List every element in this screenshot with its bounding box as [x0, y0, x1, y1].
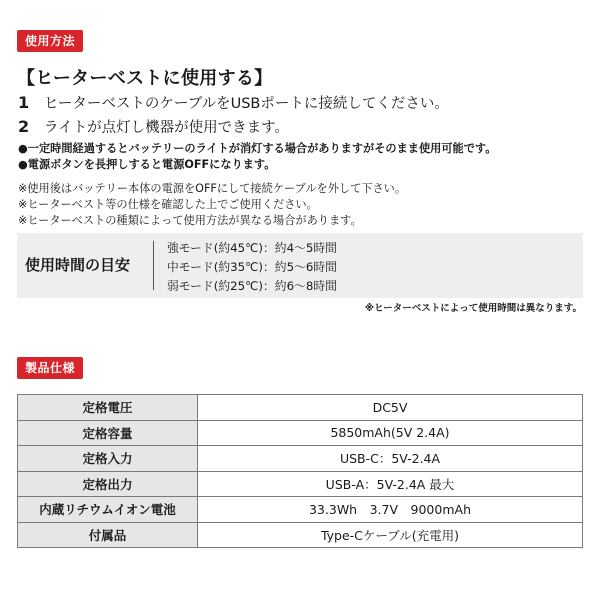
- table-row: [18, 395, 583, 421]
- spec-value: 5850mAh(5V 2.4A): [198, 420, 583, 446]
- table-row: [18, 420, 583, 446]
- step-number: 2: [18, 117, 30, 136]
- bullet-note: ●電源ボタンを長押しすると電源OFFになります。: [18, 158, 276, 171]
- table-row: [18, 497, 583, 523]
- spec-key: 定格出力: [18, 471, 198, 497]
- spec-value: Type-Cケーブル(充電用): [198, 522, 583, 548]
- step-number: 1: [18, 93, 30, 112]
- step-2: [18, 116, 289, 137]
- spec-value: USB-A：5V-2.4A 最大: [198, 471, 583, 497]
- step-1: [18, 92, 449, 113]
- usage-heading: 【ヒーターベストに使用する】: [17, 68, 273, 89]
- usage-time-mode: 弱モード(約25℃)：約6～8時間: [167, 279, 337, 293]
- bullet-note: ●一定時間経過するとバッテリーのライトが消灯する場合がありますがそのまま使用可能です。: [18, 142, 497, 155]
- spec-key: 付属品: [18, 522, 198, 548]
- spec-key: 定格電圧: [18, 395, 198, 421]
- spec-key: 定格入力: [18, 446, 198, 472]
- spec-key: 内蔵リチウムイオン電池: [18, 497, 198, 523]
- table-row: [18, 471, 583, 497]
- spec-value: 33.3Wh 3.7V 9000mAh: [198, 497, 583, 523]
- spec-value: USB-C：5V-2.4A: [198, 446, 583, 472]
- usage-time-mode: 中モード(約35℃)：約5～6時間: [167, 260, 337, 274]
- caution-note: ※使用後はバッテリー本体の電源をOFFにして接続ケーブルを外して下さい。: [18, 182, 407, 195]
- usage-section-badge: 使用方法: [17, 30, 83, 52]
- usage-time-footnote: ※ヒーターベストによって使用時間は異なります。: [364, 303, 582, 314]
- step-text: ヒーターベストのケーブルをUSBポートに接続してください。: [44, 96, 449, 112]
- spec-section-badge: 製品仕様: [17, 357, 83, 379]
- spec-key: 定格容量: [18, 420, 198, 446]
- usage-time-divider: [153, 241, 154, 290]
- usage-time-label: 使用時間の目安: [25, 256, 131, 274]
- table-row: [18, 522, 583, 548]
- caution-note: ※ヒーターベスト等の仕様を確認した上でご使用ください。: [18, 198, 318, 211]
- usage-time-box: [17, 233, 583, 298]
- table-row: [18, 446, 583, 472]
- spec-table: [17, 394, 583, 548]
- caution-note: ※ヒーターベストの種類によって使用方法が異なる場合があります。: [18, 214, 362, 227]
- spec-value: DC5V: [198, 395, 583, 421]
- step-text: ライトが点灯し機器が使用できます。: [44, 120, 289, 136]
- usage-time-mode: 強モード(約45℃)：約4～5時間: [167, 241, 337, 255]
